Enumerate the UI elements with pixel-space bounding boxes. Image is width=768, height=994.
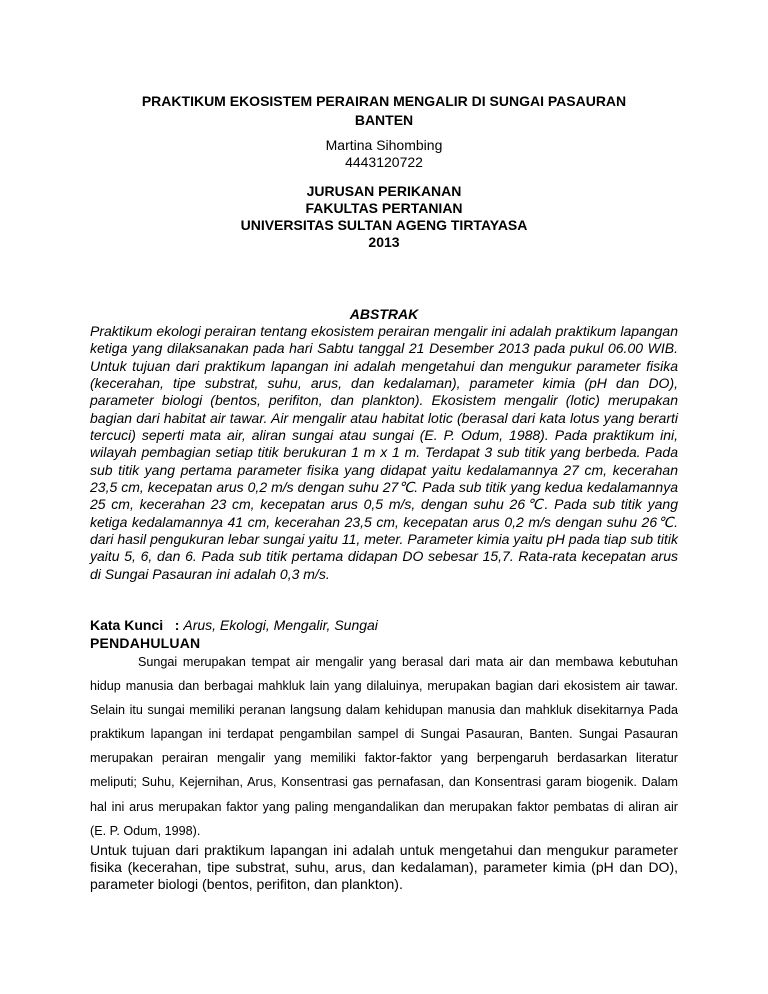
introduction-heading: PENDAHULUAN [90, 635, 201, 651]
author-block [0, 137, 768, 171]
title-line-1: PRAKTIKUM EKOSISTEM PERAIRAN MENGALIR DI SUNGAI PASAURAN [141, 93, 627, 109]
keywords-label: Kata Kunci [90, 617, 164, 633]
keywords-value: Arus, Ekologi, Mengalir, Sungai [183, 617, 378, 633]
author-name: Martina Sihombing [325, 137, 443, 153]
introduction-paragraph-1: Sungai merupakan tempat air mengalir yang berasal dari mata air dan membawa kebutuhan hidup manusia dan berbagai mahkluk lain yang dilaluinya, merupakan bagian dari ekosistem air tawar. Selain itu sungai memiliki peranan langsung dalam kehidupan manusia dan mahkluk disekitarnya Pada praktikum lapangan ini terdapat pengambilan sampel di Sungai Pasauran, Banten. Sungai Pasauran merupakan perairan mengalir yang memiliki faktor-faktor yang berpengaruh berdasarkan literatur meliputi; Suhu, Kejernihan, Arus, Konsentrasi gas pernafasan, dan Konsentrasi garam biogenik. Dalam hal ini arus merupakan faktor yang paling mengandalikan dan merupakan faktor pembatas di aliran air (E. P. Odum, 1998). [90, 655, 678, 838]
year: 2013 [368, 234, 400, 250]
keywords [90, 617, 678, 634]
paper-title [100, 92, 668, 130]
introduction-paragraph-2: Untuk tujuan dari praktikum lapangan ini adalah untuk mengetahui dan mengukur parameter fisika (kecerahan, tipe substrat, suhu, arus, dan kedalaman), parameter kimia (pH dan DO), parameter biologi (bentos, perifiton, dan plankton). [90, 842, 678, 892]
institution-block [0, 183, 768, 251]
faculty: FAKULTAS PERTANIAN [305, 200, 463, 216]
abstract-heading: ABSTRAK [349, 306, 419, 322]
author-id: 4443120722 [345, 154, 423, 170]
title-line-2: BANTEN [354, 112, 414, 128]
department: JURUSAN PERIKANAN [306, 183, 462, 199]
keywords-separator: : [163, 617, 184, 633]
university: UNIVERSITAS SULTAN AGENG TIRTAYASA [240, 217, 528, 233]
abstract-text: Praktikum ekologi perairan tentang ekosistem perairan mengalir ini adalah praktikum lapangan ketiga yang dilaksanakan pada hari Sabtu tanggal 21 Desember 2013 pada pukul 06.00 WIB. Untuk tujuan dari praktikum lapangan ini adalah mengetahui dan mengukur parameter fisika (kecerahan, tipe substrat, suhu, arus, dan kedalaman), parameter kimia (pH dan DO), parameter biologi (bentos, perifiton, dan plankton). Ekosistem mengalir (lotic) merupakan bagian dari habitat air tawar. Air mengalir atau habitat lotic (berasal dari kata lotus yang berarti tercuci) seperti mata air, aliran sungai atau sungai (E. P. Odum, 1988). Pada praktikum ini, wilayah pembagian setiap titik berukuran 1 m x 1 m. Terdapat 3 sub titik yang berbeda. Pada sub titik yang pertama parameter fisika yang didapat yaitu kedalamannya 27 cm, kecerahan 23,5 cm, kecepatan arus 0,2 m/s dengan suhu 27℃. Pada sub titik yang kedua kedalamannya 25 cm, kecerahan 23 cm, kecepatan arus 0,5 m/s, dengan suhu 26℃. Pada sub titik yang ketiga kedalamannya 41 cm, kecerahan 23,5 cm, kecepatan arus 0,2 m/s dengan suhu 26℃. dari hasil pengukuran lebar sungai yaitu 11, meter. Parameter kimia yaitu pH pada tiap sub titik yaitu 5, 6, dan 6. Pada sub titik pertama didapan DO sebesar 15,7. Rata-rata kecepatan arus di Sungai Pasauran ini adalah 0,3 m/s. [90, 323, 678, 582]
